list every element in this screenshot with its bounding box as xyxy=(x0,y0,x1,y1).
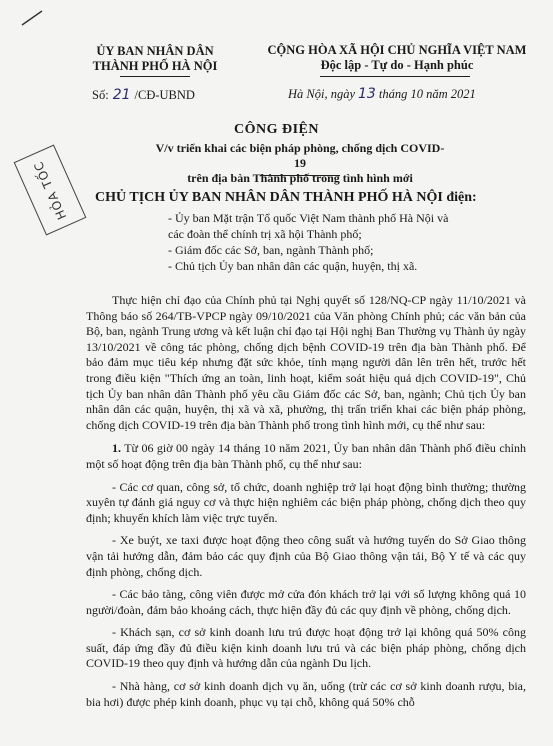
motto-underline xyxy=(320,76,470,77)
national-motto xyxy=(256,43,538,73)
item-1-number: 1. xyxy=(112,441,121,456)
document-subject xyxy=(150,141,450,186)
nation-name: CỘNG HÒA XÃ HỘI CHỦ NGHĨA VIỆT NAM xyxy=(267,43,527,57)
number-prefix: Số: xyxy=(92,88,109,102)
subject-line-2: trên địa bàn Thành phố trong tình hình mới xyxy=(187,171,413,185)
urgent-stamp xyxy=(14,145,87,236)
recipient-item: - Ủy ban Mặt trận Tổ quốc Việt Nam thành phố Hà Nội và xyxy=(168,211,449,225)
authority-line-1: ỦY BAN NHÂN DÂN xyxy=(96,44,214,58)
document-type: CÔNG ĐIỆN xyxy=(233,122,319,137)
date-suffix: tháng 10 năm 2021 xyxy=(378,87,476,101)
document-date xyxy=(288,86,476,102)
recipient-item: - Chủ tịch Ủy ban nhân dân các quận, huyện, thị xã. xyxy=(168,259,418,273)
bullet-hotels: - Khách sạn, cơ sở kinh doanh lưu trú được hoạt động trở lại không quá 50% công suất, đáp ứng đầy đủ điều kiện kinh doanh lưu trú và các biện pháp phòng, chống dịch COVID-19 theo quy định và hướng dẫn của ngành Du lịch. xyxy=(86,625,526,671)
issuing-authority xyxy=(60,44,250,74)
recipient-list xyxy=(168,210,498,274)
subject-line-1: V/v triển khai các biện pháp phòng, chống dịch COVID-19 xyxy=(155,141,445,170)
bullet-transport: - Xe buýt, xe taxi được hoạt động theo công suất và hướng tuyến do Sở Giao thông vận tải hướng dẫn, đảm bảo các quy định của Bộ Giao thông vận tải, Bộ Y tế và các quy định phòng, chống dịch. xyxy=(86,533,526,579)
bullet-restaurants: - Nhà hàng, cơ sở kinh doanh dịch vụ ăn, uống (trừ các cơ sở kinh doanh rượu, bia, bia hơi) được phép kinh doanh, phục vụ tại chỗ, không quá 50% chỗ xyxy=(86,679,526,709)
stamp-text: HỎA TỐC xyxy=(30,158,70,222)
subject-underline xyxy=(260,175,340,176)
number-value: 21 xyxy=(112,87,131,103)
sender-line: CHỦ TỊCH ỦY BAN NHÂN DÂN THÀNH PHỐ HÀ NỘI điện: xyxy=(95,190,477,205)
date-day: 13 xyxy=(358,86,376,102)
motto: Độc lập - Tự do - Hạnh phúc xyxy=(320,58,474,72)
date-prefix: Hà Nội, ngày xyxy=(288,87,356,101)
authority-line-2: THÀNH PHỐ HÀ NỘI xyxy=(92,59,218,73)
recipient-item: các đoàn thể chính trị xã hội Thành phố; xyxy=(168,227,362,241)
document-number xyxy=(92,87,195,103)
authority-underline xyxy=(120,76,190,77)
bullet-offices: - Các cơ quan, công sở, tổ chức, doanh nghiệp trở lại hoạt động bình thường; thường xuyên tự đánh giá nguy cơ và thực hiện nghiêm các biện pháp phòng, chống dịch theo quy định; khuyến khích làm việc trực tuyến. xyxy=(86,479,526,525)
item-1-paragraph xyxy=(86,441,526,472)
recipient-item: - Giám đốc các Sở, ban, ngành Thành phố; xyxy=(168,243,374,257)
handwritten-mark xyxy=(18,8,48,28)
bullet-museums: - Các bảo tàng, công viên được mở cửa đón khách trở lại với số lượng không quá 10 người/đoàn, đảm bảo khoảng cách, thực hiện đầy đủ các quy định về phòng, chống dịch. xyxy=(86,587,526,617)
number-suffix: /CĐ-UBND xyxy=(134,88,195,102)
item-1-text: Từ 06 giờ 00 ngày 14 tháng 10 năm 2021, Ủy ban nhân dân Thành phố điều chỉnh một số hoạt động trên địa bàn Thành phố, cụ thể như sau: xyxy=(86,441,526,471)
document-body xyxy=(86,293,526,717)
intro-paragraph: Thực hiện chỉ đạo của Chính phủ tại Nghị quyết số 128/NQ-CP ngày 11/10/2021 và Thông báo số 264/TB-VPCP ngày 09/10/2021 của Văn phòng Chính phủ; các văn bản của Bộ, ban, ngành Trung ương và kết luận chỉ đạo tại Hội nghị Ban Thường vụ Thành ủy ngày 13/10/2021 về công tác phòng, chống dịch bệnh COVID-19 trên địa bàn Thành phố. Để bảo đảm mục tiêu kép nhưng đặt sức khỏe, tính mạng người dân lên trên hết, trước hết trong điều kiện "Thích ứng an toàn, linh hoạt, kiểm soát hiệu quả dịch COVID-19", Chủ tịch Ủy ban nhân dân Thành phố yêu cầu Giám đốc các Sở, ban, ngành; Chủ tịch Ủy ban nhân dân các quận, huyện, thị xã và xã, phường, thị trấn triển khai các biện pháp phòng, chống dịch COVID-19 trên địa bàn Thành phố trong tình hình mới, cụ thể như sau: xyxy=(86,293,526,432)
